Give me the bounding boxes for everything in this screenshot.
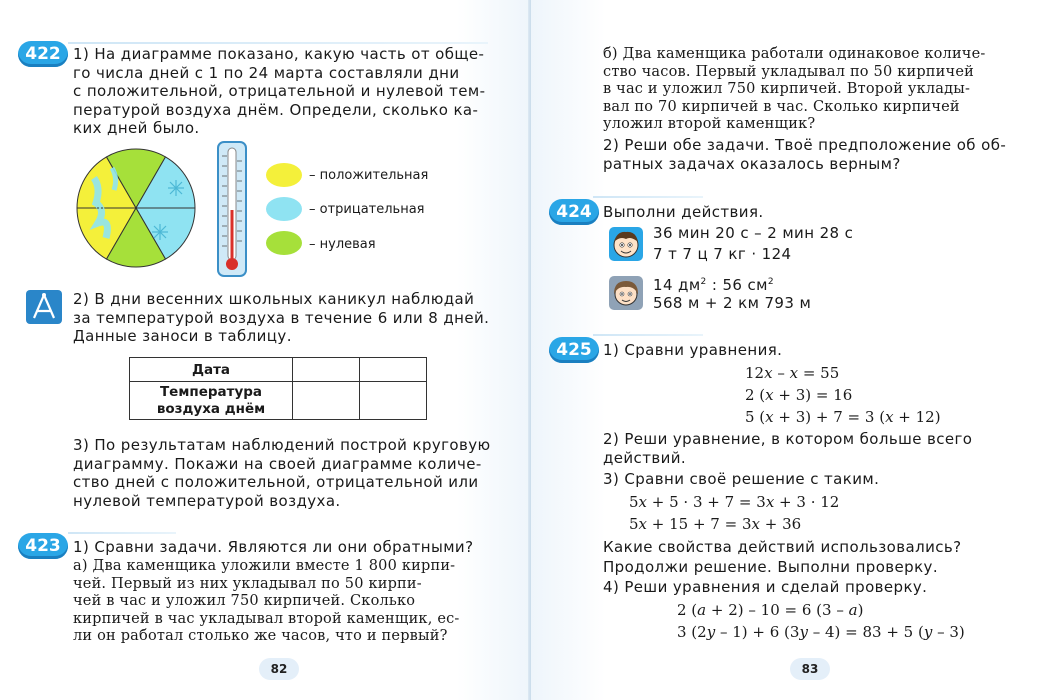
- page-number-left: 82: [259, 658, 299, 680]
- task-424-badge: 424: [549, 199, 599, 225]
- task-422-part3: [73, 436, 491, 510]
- text-line: б) Два каменщика работали одинаковое количе-: [603, 46, 986, 62]
- table-header-temperature: [130, 382, 293, 420]
- text-line: кирпичей в час укладывал второй каменщик, ес-: [73, 610, 460, 627]
- text-line: в час и уложил 750 кирпичей. Второй уклады-: [603, 81, 971, 97]
- task-422-part1: [73, 45, 486, 138]
- table-cell: [293, 382, 360, 420]
- legend-zero-label: – нулевая: [309, 237, 376, 252]
- task-424-row4: 568 м + 2 км 793 м: [653, 294, 812, 312]
- divider: [68, 532, 176, 534]
- text-line: ство дней с положительной, отрицательной или: [73, 473, 479, 491]
- task-424-title: Выполни действия.: [603, 203, 764, 221]
- text-line: 3) По результатам наблюдений построй круговую: [73, 436, 491, 454]
- boy-face-icon: [609, 227, 643, 261]
- temperature-pie-chart: [76, 148, 196, 268]
- text-line: с положительной, отрицательной и нулевой тем-: [73, 82, 486, 100]
- equation-7: 3 (2y – 1) + 6 (3y – 4) = 83 + 5 (y – 3): [677, 623, 965, 641]
- task-425-question1: Какие свойства действий использовались?: [603, 538, 962, 556]
- text-line: нулевой температурой воздуха.: [73, 491, 341, 510]
- task-423-part2: [603, 136, 1017, 173]
- table-cell: [360, 382, 427, 420]
- text-line: ли он работал столько же часов, что и первый?: [73, 628, 448, 644]
- text-line: 2) Реши обе задачи. Твоё предположение об об-: [603, 136, 1007, 154]
- left-page: [0, 0, 531, 700]
- table-cell: [293, 358, 360, 382]
- text-fragment: 14 дм: [653, 276, 701, 294]
- task-423-question: 1) Сравни задачи. Являются ли они обратными?: [73, 538, 474, 556]
- text-line: действий.: [603, 448, 687, 467]
- observation-table: [129, 357, 427, 420]
- text-line: вал по 70 кирпичей в час. Сколько кирпичей: [603, 98, 960, 115]
- text-line: Температура: [159, 383, 263, 400]
- task-425-part4: 4) Реши уравнения и сделай проверку.: [603, 578, 928, 596]
- text-line: чей в час и уложил 750 кирпичей. Сколько: [73, 593, 416, 609]
- task-424-row1: 36 мин 20 с – 2 мин 28 с: [653, 224, 854, 242]
- text-line: го числа дней с 1 по 24 марта составляли дни: [73, 63, 460, 82]
- task-423-problem-b: [603, 46, 1017, 134]
- task-422-part2: [73, 290, 490, 346]
- equation-6: 2 (a + 2) – 10 = 6 (3 – a): [677, 601, 864, 619]
- equation-4: 5x + 5 · 3 + 7 = 3x + 3 · 12: [629, 493, 840, 511]
- text-line: а) Два каменщика уложили вместе 1 800 кирпи-: [73, 558, 456, 574]
- text-line: чей. Первый из них укладывал по 50 кирпи-: [73, 575, 422, 592]
- task-425-part2: [603, 430, 1017, 467]
- text-line: воздуха днём: [156, 400, 266, 417]
- equation-2: 2 (x + 3) = 16: [745, 386, 853, 404]
- table-cell: [360, 358, 427, 382]
- task-425-question2: Продолжи решение. Выполни проверку.: [603, 558, 938, 576]
- text-line: диаграмму. Покажи на своей диаграмме количе-: [73, 454, 482, 473]
- legend-positive-swatch: [266, 163, 302, 187]
- text-line: ство часов. Первый укладывал по 50 кирпичей: [603, 63, 974, 80]
- text-line: за температурой воздуха в течение 6 или 8 дней.: [73, 308, 490, 327]
- superscript: 2: [700, 277, 707, 287]
- compass-icon: [26, 290, 62, 324]
- page-number-right: 83: [790, 658, 830, 680]
- text-line: ратных задачах оказалось верным?: [603, 154, 901, 173]
- equation-3: 5 (x + 3) + 7 = 3 (x + 12): [745, 408, 941, 426]
- girl-face-icon: [609, 276, 643, 310]
- task-425-badge: 425: [549, 337, 599, 363]
- task-422-badge: 422: [18, 41, 68, 67]
- text-line: ких дней было.: [73, 119, 200, 137]
- table-header-date: Дата: [130, 358, 293, 382]
- equation-5: 5x + 15 + 7 = 3x + 36: [629, 515, 802, 533]
- task-425-part3: 3) Сравни своё решение с таким.: [603, 470, 880, 488]
- divider: [68, 42, 488, 44]
- legend-zero-swatch: [266, 231, 302, 255]
- text-line: 2) В дни весенних школьных каникул наблюдай: [73, 290, 475, 308]
- right-page: [531, 0, 1063, 700]
- text-fragment: : 56 см: [706, 276, 768, 294]
- text-line: уложил второй каменщик?: [603, 116, 816, 132]
- task-425-part1: 1) Сравни уравнения.: [603, 341, 783, 359]
- task-423-badge: 423: [18, 533, 68, 559]
- task-424-row3: [653, 273, 774, 295]
- legend-positive-label: – положительная: [309, 168, 429, 183]
- text-line: пературой воздуха днём. Определи, сколько ка-: [73, 100, 479, 119]
- text-line: 2) Реши уравнение, в котором больше всего: [603, 430, 973, 448]
- superscript: 2: [767, 277, 775, 287]
- thermometer-icon: [216, 140, 248, 278]
- legend-negative-swatch: [266, 197, 302, 221]
- legend-negative-label: – отрицательная: [309, 202, 425, 217]
- text-line: 1) На диаграмме показано, какую часть от обще-: [73, 45, 485, 63]
- task-424-row2: 7 т 7 ц 7 кг · 124: [653, 245, 792, 263]
- task-423-problem-a: [73, 558, 486, 646]
- divider: [593, 334, 703, 336]
- equation-1: 12x – x = 55: [745, 364, 840, 382]
- text-line: Данные заноси в таблицу.: [73, 327, 292, 345]
- divider: [593, 196, 703, 198]
